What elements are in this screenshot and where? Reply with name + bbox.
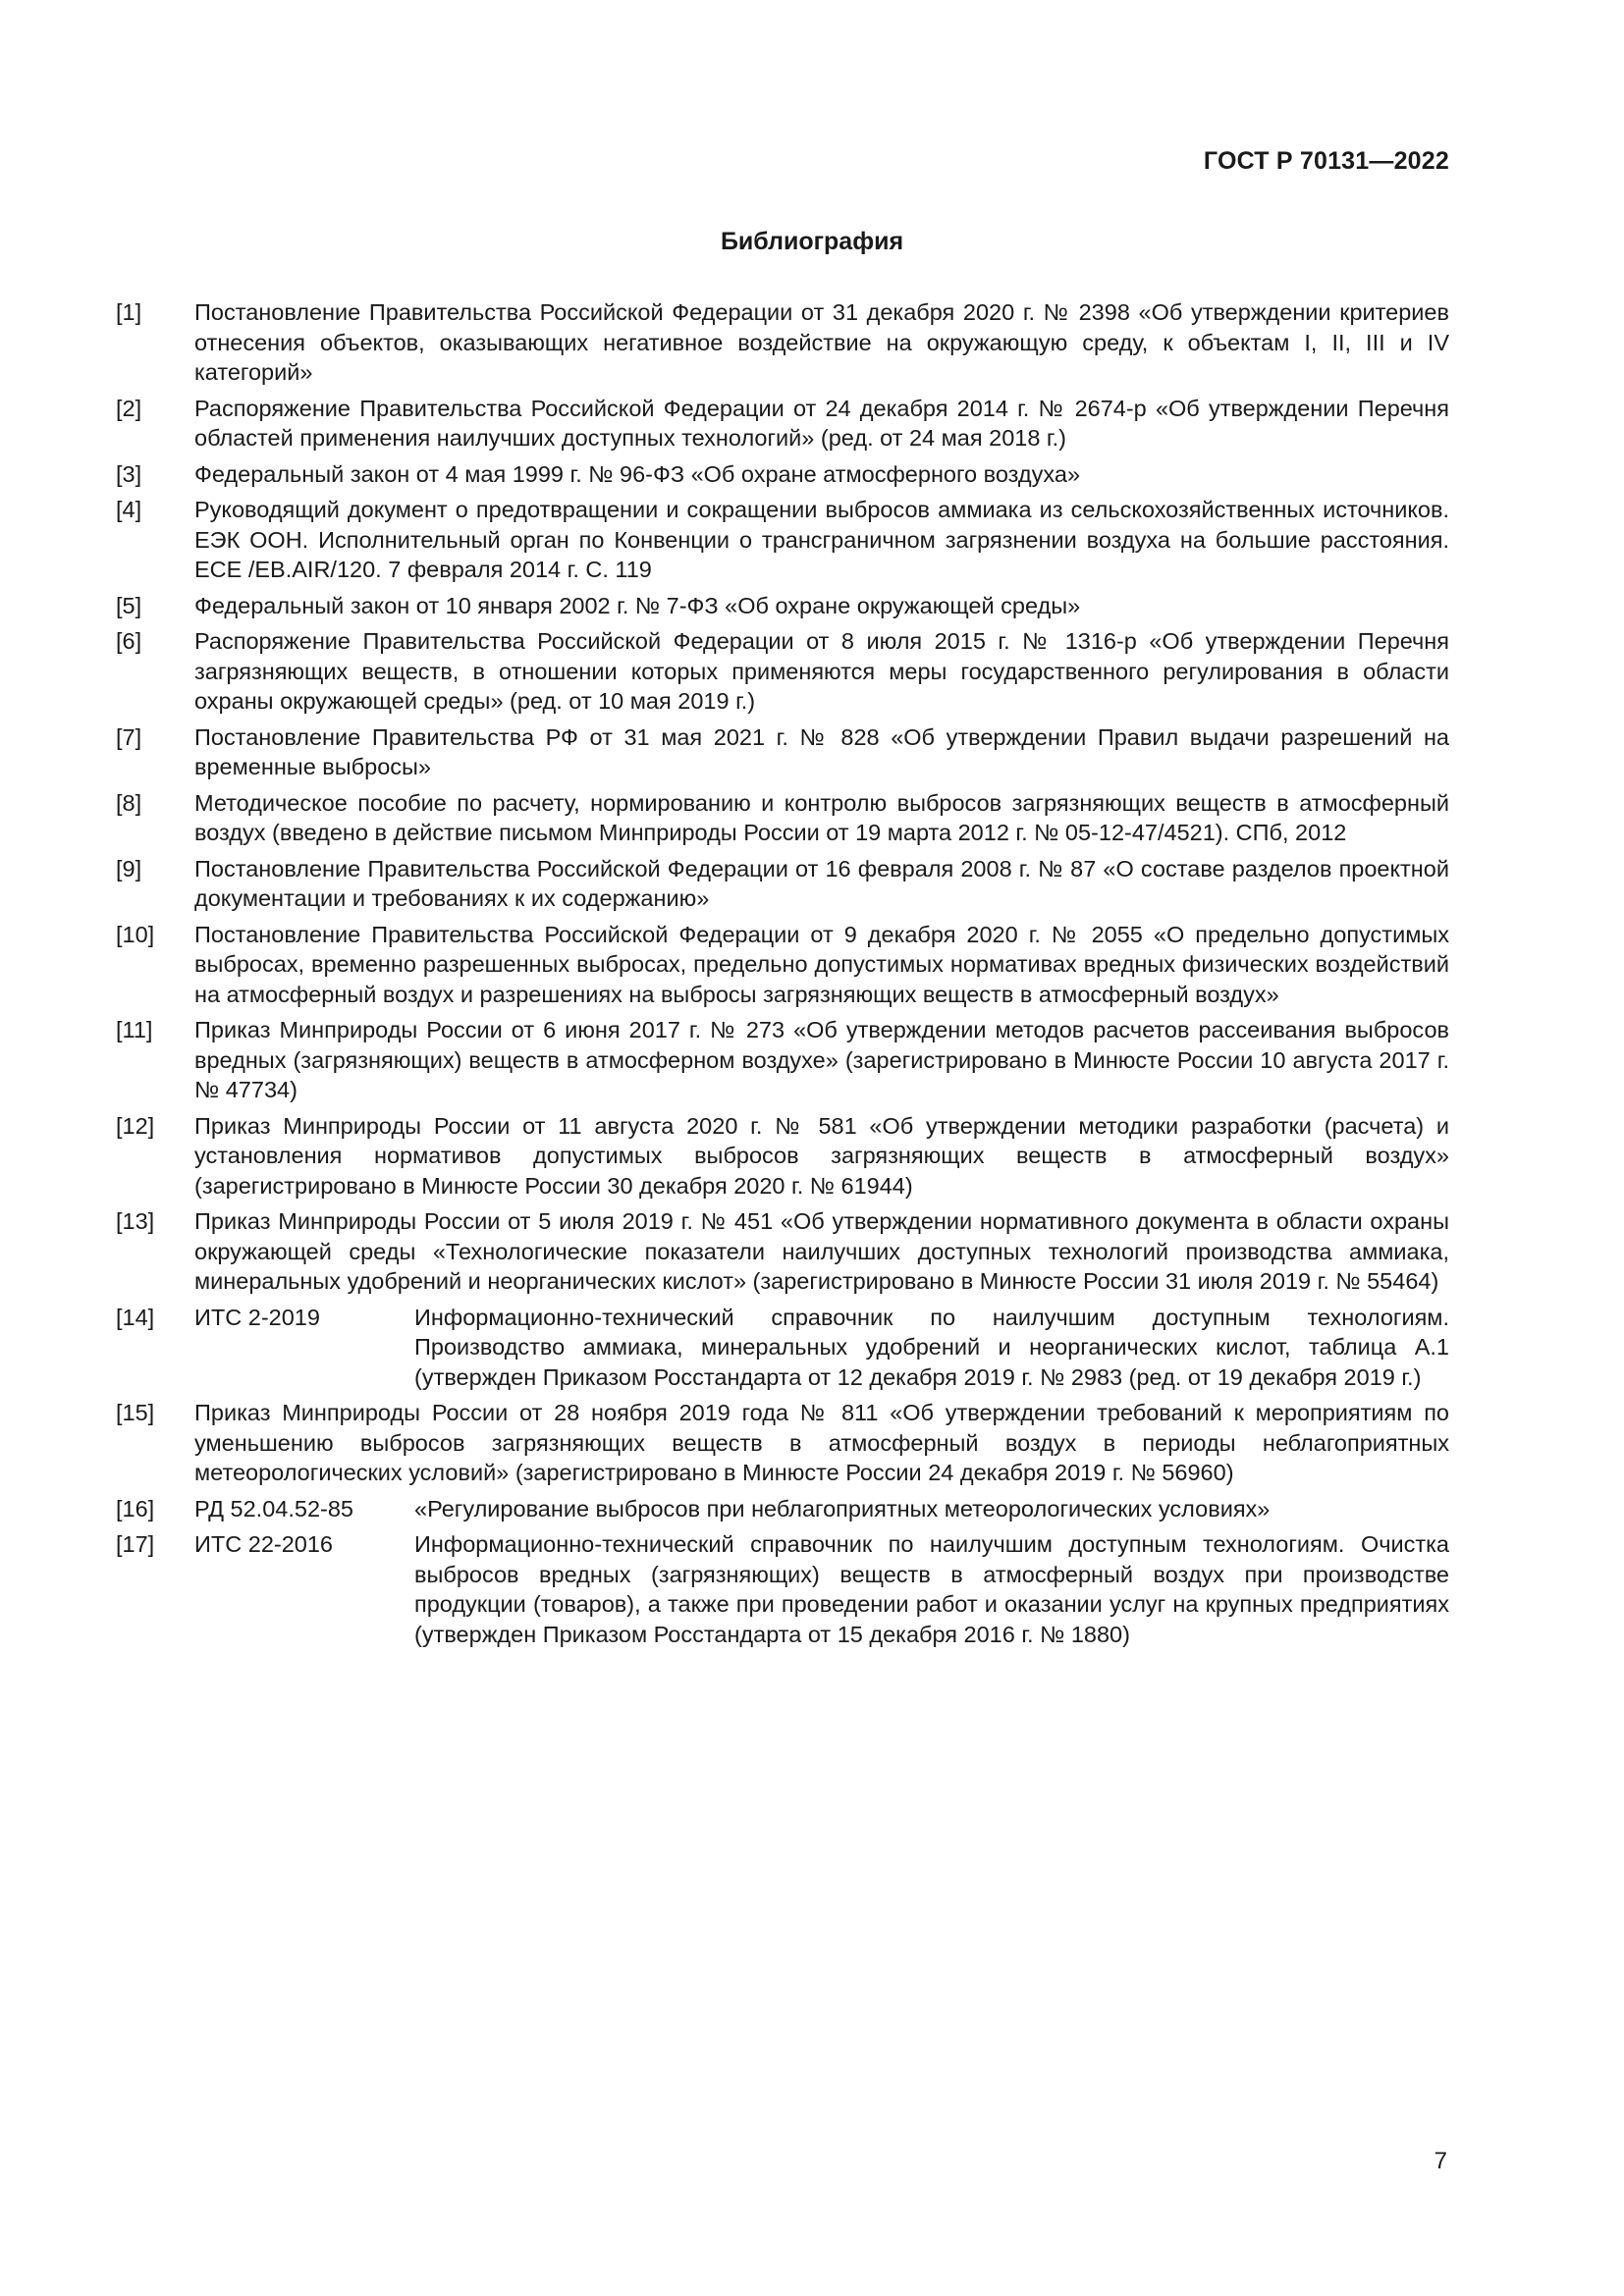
entry-number: [8] (116, 789, 142, 816)
bibliography-entry (116, 1303, 1449, 1393)
bibliography-entry (116, 1529, 1449, 1649)
entry-text: Распоряжение Правительства Российской Федерации от 8 июля 2015 г. № 1316-р «Об утверждении Перечня загрязняющих веществ, в отношении которых применяются меры государственного регулирования в области охраны окружающей среды» (ред. от 10 мая 2019 г.) (194, 628, 1449, 714)
entry-text: Постановление Правительства Российской Федерации от 9 декабря 2020 г. № 2055 «О предельно допустимых выбросах, временно разрешенных выбросах, предельно допустимых нормативах вредных физических воздействий на атмосферный воздух и разрешениях на выбросы загрязняющих веществ в атмосферный воздух» (194, 921, 1449, 1007)
bibliography-entry (116, 722, 1449, 782)
bibliography-entry (116, 1111, 1449, 1201)
entry-number: [14] (116, 1304, 155, 1330)
entry-number: [15] (116, 1400, 155, 1425)
entry-text: Федеральный закон от 4 мая 1999 г. № 96-ФЗ «Об охране атмосферного воздуха» (194, 460, 1081, 487)
entry-text: Приказ Минприроды России от 6 июня 2017 г. № 273 «Об утверждении методов расчетов рассеивания выбросов вредных (загрязняющих) веществ в атмосферном воздухе» (зарегистрировано в Минюсте России 10 августа 2017 г. № 47734) (194, 1017, 1449, 1102)
entry-text: Федеральный закон от 10 января 2002 г. № 7-ФЗ «Об охране окружающей среды» (194, 592, 1081, 618)
entry-number: [6] (116, 628, 142, 654)
entry-number: [11] (116, 1017, 153, 1042)
entry-number: [16] (116, 1495, 155, 1522)
bibliography-entry (116, 1015, 1449, 1105)
entry-text: Постановление Правительства Российской Федерации от 16 февраля 2008 г. № 87 «О составе разделов проектной документации и требованиях к их содержанию» (194, 855, 1449, 911)
bibliography-entry (116, 394, 1449, 454)
entry-text: Постановление Правительства РФ от 31 мая 2021 г. № 828 «Об утверждении Правил выдачи разрешений на временные выбросы» (194, 723, 1449, 779)
bibliography-entry (116, 1206, 1449, 1297)
bibliography-entry (116, 459, 1449, 490)
entry-text: «Регулирование выбросов при неблагоприятных метеорологических условиях» (414, 1495, 1271, 1522)
page-number: 7 (1434, 2148, 1447, 2174)
entry-text: Информационно-технический справочник по наилучшим доступным технологиям. Очистка выбросов вредных (загрязняющих) веществ в атмосферный воздух при производстве продукции (товаров), а также при проведении работ и оказании услуг на крупных предприятиях (утвержден Приказом Росстандарта от 15 декабря 2016 г. № 1880) (414, 1531, 1449, 1647)
bibliography-entry (116, 495, 1449, 585)
entry-code: ИТС 22-2016 (194, 1531, 333, 1557)
entry-number: [1] (116, 299, 142, 325)
bibliography-entry (116, 591, 1449, 621)
bibliography-title: Библиография (720, 228, 904, 255)
bibliography-entry (116, 854, 1449, 914)
entry-number: [10] (116, 921, 155, 947)
entry-number: [17] (116, 1531, 155, 1557)
entry-number: [2] (116, 395, 142, 421)
entry-number: [3] (116, 460, 142, 487)
entry-text: Информационно-технический справочник по наилучшим доступным технологиям. Производство аммиака, минеральных удобрений и неорганических кислот, таблица А.1 (утвержден Приказом Росстандарта от 12 декабря 2019 г. № 2983 (ред. от 19 декабря 2019 г.) (414, 1304, 1449, 1390)
entry-text: Руководящий документ о предотвращении и сокращении выбросов аммиака из сельскохозяйственных источников. ЕЭК ООН. Исполнительный орган по Конвенции о трансграничном загрязнении воздуха на большие расстояния. ECE /EB.AIR/120. 7 февраля 2014 г. С. 119 (194, 497, 1449, 582)
entry-code: ИТС 2-2019 (194, 1304, 320, 1330)
bibliography-entry (116, 1494, 1449, 1524)
bibliography-entry (116, 626, 1449, 717)
entry-number: [5] (116, 592, 142, 618)
entry-number: [13] (116, 1208, 155, 1234)
bibliography-entry (116, 297, 1449, 388)
entry-code: РД 52.04.52-85 (194, 1495, 353, 1522)
entry-text: Постановление Правительства Российской Федерации от 31 декабря 2020 г. № 2398 «Об утверждении критериев отнесения объектов, оказывающих негативное воздействие на окружающую среду, к объектам I, II, III и IV категорий» (194, 299, 1449, 385)
entry-text: Приказ Минприроды России от 28 ноября 2019 года № 811 «Об утверждении требований к мероприятиям по уменьшению выбросов загрязняющих веществ в атмосферный воздух в периоды неблагоприятных метеорологических условий» (зарегистрировано в Минюсте России 24 декабря 2019 г. № 56960) (194, 1400, 1449, 1485)
bibliography-entry (116, 920, 1449, 1010)
bibliography-entry (116, 788, 1449, 848)
bibliography-list (116, 297, 1449, 1655)
entry-text: Приказ Минприроды России от 11 августа 2020 г. № 581 «Об утверждении методики разработки (расчета) и установления нормативов допустимых выбросов загрязняющих веществ в атмосферный воздух» (зарегистрировано в Минюсте России 30 декабря 2020 г. № 61944) (194, 1112, 1449, 1199)
entry-text: Приказ Минприроды России от 5 июля 2019 г. № 451 «Об утверждении нормативного документа в области охраны окружающей среды «Технологические показатели наилучших доступных технологий производства аммиака, минеральных удобрений и неорганических кислот» (зарегистрировано в Минюсте России 31 июля 2019 г. № 55464) (194, 1208, 1449, 1294)
document-code: ГОСТ Р 70131—2022 (1203, 147, 1449, 175)
entry-number: [4] (116, 497, 142, 522)
entry-text: Методическое пособие по расчету, нормированию и контролю выбросов загрязняющих веществ в атмосферный воздух (введено в действие письмом Минприроды России от 19 марта 2012 г. № 05-12-47/4521). СПб, 2012 (194, 789, 1449, 845)
entry-text: Распоряжение Правительства Российской Федерации от 24 декабря 2014 г. № 2674-р «Об утверждении Перечня областей применения наилучших доступных технологий» (ред. от 24 мая 2018 г.) (194, 395, 1449, 451)
entry-number: [9] (116, 855, 142, 881)
bibliography-entry (116, 1398, 1449, 1488)
entry-number: [7] (116, 723, 142, 750)
entry-number: [12] (116, 1112, 155, 1139)
